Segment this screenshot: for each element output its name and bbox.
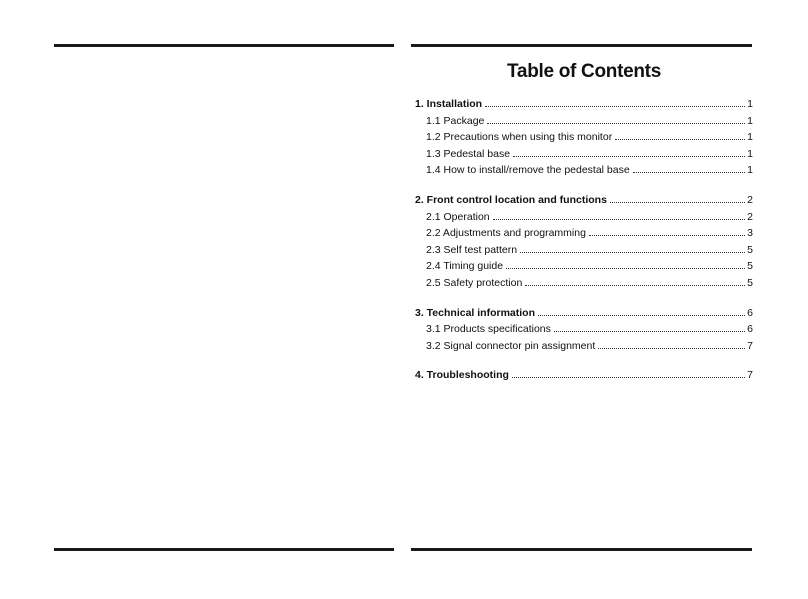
toc-page-number: 6 bbox=[747, 306, 753, 319]
toc-section-installation bbox=[415, 96, 753, 179]
toc-subentry[interactable] bbox=[415, 338, 753, 355]
toc-page-number: 2 bbox=[747, 210, 753, 223]
toc-entry[interactable] bbox=[415, 96, 753, 113]
toc-entry-label: 1.3 Pedestal base bbox=[426, 147, 511, 160]
toc-page-number: 1 bbox=[747, 131, 753, 144]
toc-subentry[interactable] bbox=[415, 129, 753, 146]
dot-leader bbox=[520, 242, 745, 253]
toc-section-front-controls bbox=[415, 192, 753, 292]
toc-entry-label: 2.4 Timing guide bbox=[426, 260, 504, 273]
left-page-bottom-rule bbox=[54, 548, 394, 551]
toc-page-number: 5 bbox=[747, 260, 753, 273]
toc-page-number: 1 bbox=[747, 98, 753, 110]
toc-page-number: 1 bbox=[747, 114, 753, 127]
toc-entry-label: 2.3 Self test pattern bbox=[426, 243, 518, 256]
right-page-bottom-rule bbox=[411, 548, 752, 551]
dot-leader bbox=[506, 258, 745, 269]
toc-entry[interactable] bbox=[415, 367, 753, 384]
toc-subentry[interactable] bbox=[415, 242, 753, 259]
toc-subentry[interactable] bbox=[415, 225, 753, 242]
toc-page-number: 6 bbox=[747, 323, 753, 336]
toc-section-troubleshooting bbox=[415, 367, 753, 384]
dot-leader bbox=[513, 146, 745, 157]
toc-entry-label: 3.2 Signal connector pin assignment bbox=[426, 339, 596, 352]
toc-entry-label: 2.5 Safety protection bbox=[426, 276, 523, 289]
toc-page-number: 1 bbox=[747, 147, 753, 160]
toc-subentry[interactable] bbox=[415, 162, 753, 179]
toc-subentry[interactable] bbox=[415, 113, 753, 130]
toc-page-number: 3 bbox=[747, 227, 753, 240]
dot-leader bbox=[525, 275, 745, 286]
toc-subentry[interactable] bbox=[415, 146, 753, 163]
toc-entry-label: 1.4 How to install/remove the pedestal base bbox=[426, 164, 630, 177]
toc-entry-label: 3.1 Products specifications bbox=[426, 323, 551, 336]
toc-page-number: 2 bbox=[747, 193, 753, 206]
dot-leader bbox=[610, 192, 745, 203]
dot-leader bbox=[589, 225, 745, 236]
right-page-top-rule bbox=[411, 44, 752, 47]
table-of-contents bbox=[415, 58, 753, 397]
dot-leader bbox=[538, 305, 745, 316]
toc-entry-label: 2.2 Adjustments and programming bbox=[426, 227, 586, 240]
toc-entry-label: 2.1 Operation bbox=[426, 210, 490, 223]
toc-subentry[interactable] bbox=[415, 275, 753, 292]
toc-page-number: 5 bbox=[747, 276, 753, 289]
toc-page-number: 7 bbox=[747, 339, 753, 352]
dot-leader bbox=[615, 129, 745, 140]
dot-leader bbox=[512, 367, 745, 378]
dot-leader bbox=[633, 162, 745, 173]
toc-entry-label: 2. Front control location and functions bbox=[415, 193, 607, 206]
toc-entry[interactable] bbox=[415, 305, 753, 322]
toc-entry-label: 1. Installation bbox=[415, 98, 483, 110]
toc-entry[interactable] bbox=[415, 192, 753, 209]
toc-entry-label: 1.2 Precautions when using this monitor bbox=[426, 131, 613, 144]
dot-leader bbox=[554, 321, 745, 332]
toc-section-technical-information bbox=[415, 305, 753, 355]
toc-entry-label: 4. Troubleshooting bbox=[415, 369, 509, 382]
dot-leader bbox=[598, 338, 745, 349]
toc-subentry[interactable] bbox=[415, 209, 753, 226]
toc-subentry[interactable] bbox=[415, 258, 753, 275]
toc-page-number: 7 bbox=[747, 369, 753, 382]
toc-subentry[interactable] bbox=[415, 321, 753, 338]
dot-leader bbox=[487, 113, 745, 124]
toc-entry-label: 3. Technical information bbox=[415, 306, 535, 319]
toc-title: Table of Contents bbox=[507, 61, 661, 82]
toc-page-number: 5 bbox=[747, 243, 753, 256]
toc-entry-label: 1.1 Package bbox=[426, 114, 485, 127]
left-page-top-rule bbox=[54, 44, 394, 47]
dot-leader bbox=[485, 96, 745, 107]
toc-page-number: 1 bbox=[747, 164, 753, 177]
dot-leader bbox=[493, 209, 746, 220]
